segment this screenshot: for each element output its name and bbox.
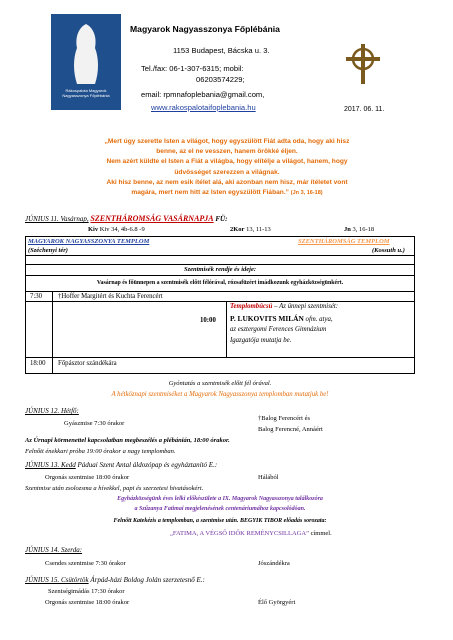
- thursday-mass: Orgonás szentmise 18:00 órakor: [45, 599, 130, 606]
- priest-order: ofm. atya,: [303, 316, 333, 323]
- thursday-intention: Élő Györgyért: [258, 599, 296, 606]
- series-suffix: címmel.: [308, 530, 332, 537]
- quote-line: Aki hisz benne, az nem esik ítélet alá, aki azonban nem hisz, már ítéletet vont: [106, 178, 348, 186]
- feast-day-label: Templombúcsú: [230, 303, 273, 310]
- monday-intention-2: Balog Ferencné, Annáért: [258, 426, 323, 433]
- monday-choir-note: Felnőtt énekkari próba 19:00 órakor a nagy templomban.: [25, 448, 176, 455]
- weekday-note: A hétköznapi szentmiséket a Magyarok Nagyasszonya templomban mutatjuk be!: [111, 391, 329, 398]
- gospel-quote: [32, 137, 422, 198]
- parish-title: Magyarok Nagyasszonya Főplébánia: [130, 24, 280, 34]
- reading-3: [344, 226, 374, 233]
- wednesday-intention: Jószándékra: [258, 560, 290, 567]
- tuesday-saint: Páduai Szent Antal áldozópap és egyháztanító E.:: [75, 461, 218, 469]
- reading-2: [230, 226, 271, 233]
- confession-note: Gyóntatás a szentmisék előtt fél órával.: [168, 380, 272, 387]
- monday-intention-1: †Balog Ferencért és: [258, 415, 310, 422]
- quote-reference: (Jn 3, 16-18): [290, 190, 323, 197]
- reading-3-book: Jn: [344, 226, 351, 233]
- sunday-date: JÚNIUS 11. Vasárnap,: [25, 215, 89, 223]
- mass-1-intention: †Hoffer Margitért és Kuchta Ferencért: [58, 293, 163, 300]
- bulletin-date: 2017. 06. 11.: [344, 106, 385, 113]
- mass-2-line-3: az esztergomi Ferences Gimnázium: [230, 326, 327, 333]
- reading-1: Kiv Kiv 34, 4b-6.8 -9: [88, 226, 145, 233]
- tuesday-purple-1: Egyházközségünk éves lelki előkészülete a IX. Magyarok Nagyasszonya találkozóra: [117, 496, 323, 502]
- mass-2-line-1: [230, 303, 338, 310]
- mass-2-time: 10:00: [200, 317, 216, 324]
- phone: Tel./fax: 06-1-307-6315; mobil:: [141, 64, 244, 73]
- day-date-tuesday: JÚNIUS 13. Kedd: [25, 461, 76, 469]
- mass-3-time: 18:00: [30, 360, 46, 367]
- mass-table: [25, 236, 415, 374]
- rosary-note: Vasárnap és főünnepen a szentmisék előtt félórával, rózsafüzért imádkozunk egyházközségünkért.: [96, 280, 344, 286]
- feast-suffix: FÜ:: [213, 215, 228, 223]
- monday-procession-note: Az Úrnapi körmenettel kapcsolatban megbeszélés a plébánián, 18:00 órakor.: [25, 437, 230, 444]
- mobile: 06203574229;: [196, 75, 245, 84]
- mass-2-line-2: [230, 314, 333, 323]
- day-heading-tuesday: [25, 461, 217, 469]
- email: email: rpmnafoplebania@gmail.com,: [141, 90, 265, 99]
- quote-line: magára, mert nem hitt az Isten egyszülött Fiában.”: [131, 189, 289, 197]
- mass-1-time: 7:30: [30, 293, 43, 300]
- logo-caption: Rákospalota Magyarok Nagyasszonya Főplébánia: [62, 88, 110, 98]
- mass-2-intro: – Az ünnepi szentmisét:: [272, 303, 339, 310]
- day-date-wednesday: JÚNIUS 14. Szerda:: [25, 546, 83, 554]
- quote-line: benne, az el ne vesszen, hanem örökké éljen.: [156, 148, 298, 156]
- church-1-street: (Széchenyi tér): [28, 247, 68, 254]
- church-2-name: SZENTHÁROMSÁG TEMPLOM: [298, 238, 390, 245]
- reading-1-text: Kiv 34, 4b-6.8 -9: [99, 226, 145, 233]
- mass-3-intention: Főpásztor szándékára: [58, 360, 117, 367]
- day-heading-thursday: [25, 576, 205, 584]
- day-date-monday: JÚNIUS 12. Hétfő:: [25, 407, 79, 415]
- thursday-adoration: Szentségimádás 17:30 órakor: [48, 588, 125, 595]
- website-link[interactable]: www.rakospalotaifoplebania.hu: [151, 103, 256, 112]
- wednesday-mass: Csendes szentmise 7:30 órakor: [45, 560, 126, 567]
- monday-mass: Gyászmise 7:30 órakor: [64, 420, 125, 427]
- tuesday-intention: Hálából: [258, 474, 279, 481]
- reading-2-book: 2Kor: [230, 226, 245, 233]
- church-2-street: (Kossuth u.): [372, 247, 405, 254]
- cross-icon: [343, 42, 383, 86]
- tuesday-note: Szentmise után zsolozsma a hívekkel, papi és szerzetesi hivatásokért.: [25, 485, 204, 492]
- thursday-saint: Árpád-házi Boldog Jolán szerzetesnő E.:: [88, 576, 205, 584]
- priest-name: P. LUKOVITS MILÁN: [230, 314, 304, 323]
- church-1-name: MAGYAROK NAGYASSZONYA TEMPLOM: [28, 238, 150, 245]
- quote-line: Nem azért küldte el Isten a Fiát a világba, hogy elítélje a világot, hanem, hogy: [106, 158, 348, 166]
- mass-order-title: Szentmisék rendje és ideje:: [183, 266, 257, 273]
- parish-logo: [51, 14, 121, 110]
- mass-2-line-4: Igazgatója mutatja be.: [230, 337, 292, 344]
- reading-2-ref: 13, 11-13: [244, 226, 271, 233]
- series-title: „FATIMA, A VÉGSŐ IDŐK REMÉNYCSILLAGA”: [170, 530, 309, 537]
- address: 1153 Budapest, Bácska u. 3.: [173, 46, 270, 55]
- tuesday-catechesis: Felnőtt Katekézis a templomban, a szentmise után. BEGYIK TIBOR előadás sorozata:: [113, 518, 327, 524]
- tuesday-series: [170, 530, 332, 537]
- tuesday-purple-2: a Szűzanya Fatimai megjelenésének centenáriumához kapcsolódóan.: [134, 506, 306, 512]
- quote-line: üdvösséget szerezzen a világnak.: [174, 168, 280, 176]
- reading-3-ref: 3, 16-18: [350, 226, 375, 233]
- tuesday-mass: Orgonás szentmise 18:00 órakor: [45, 474, 130, 481]
- sunday-heading: [25, 214, 227, 223]
- quote-line: „Mert úgy szerette Isten a világot, hogy egyszülött Fiát adta oda, hogy aki hisz: [104, 138, 350, 145]
- feast-name: SZENTHÁROMSÁG VASÁRNAPJA: [90, 214, 214, 223]
- day-date-thursday: JÚNIUS 15. Csütörtök: [25, 576, 89, 584]
